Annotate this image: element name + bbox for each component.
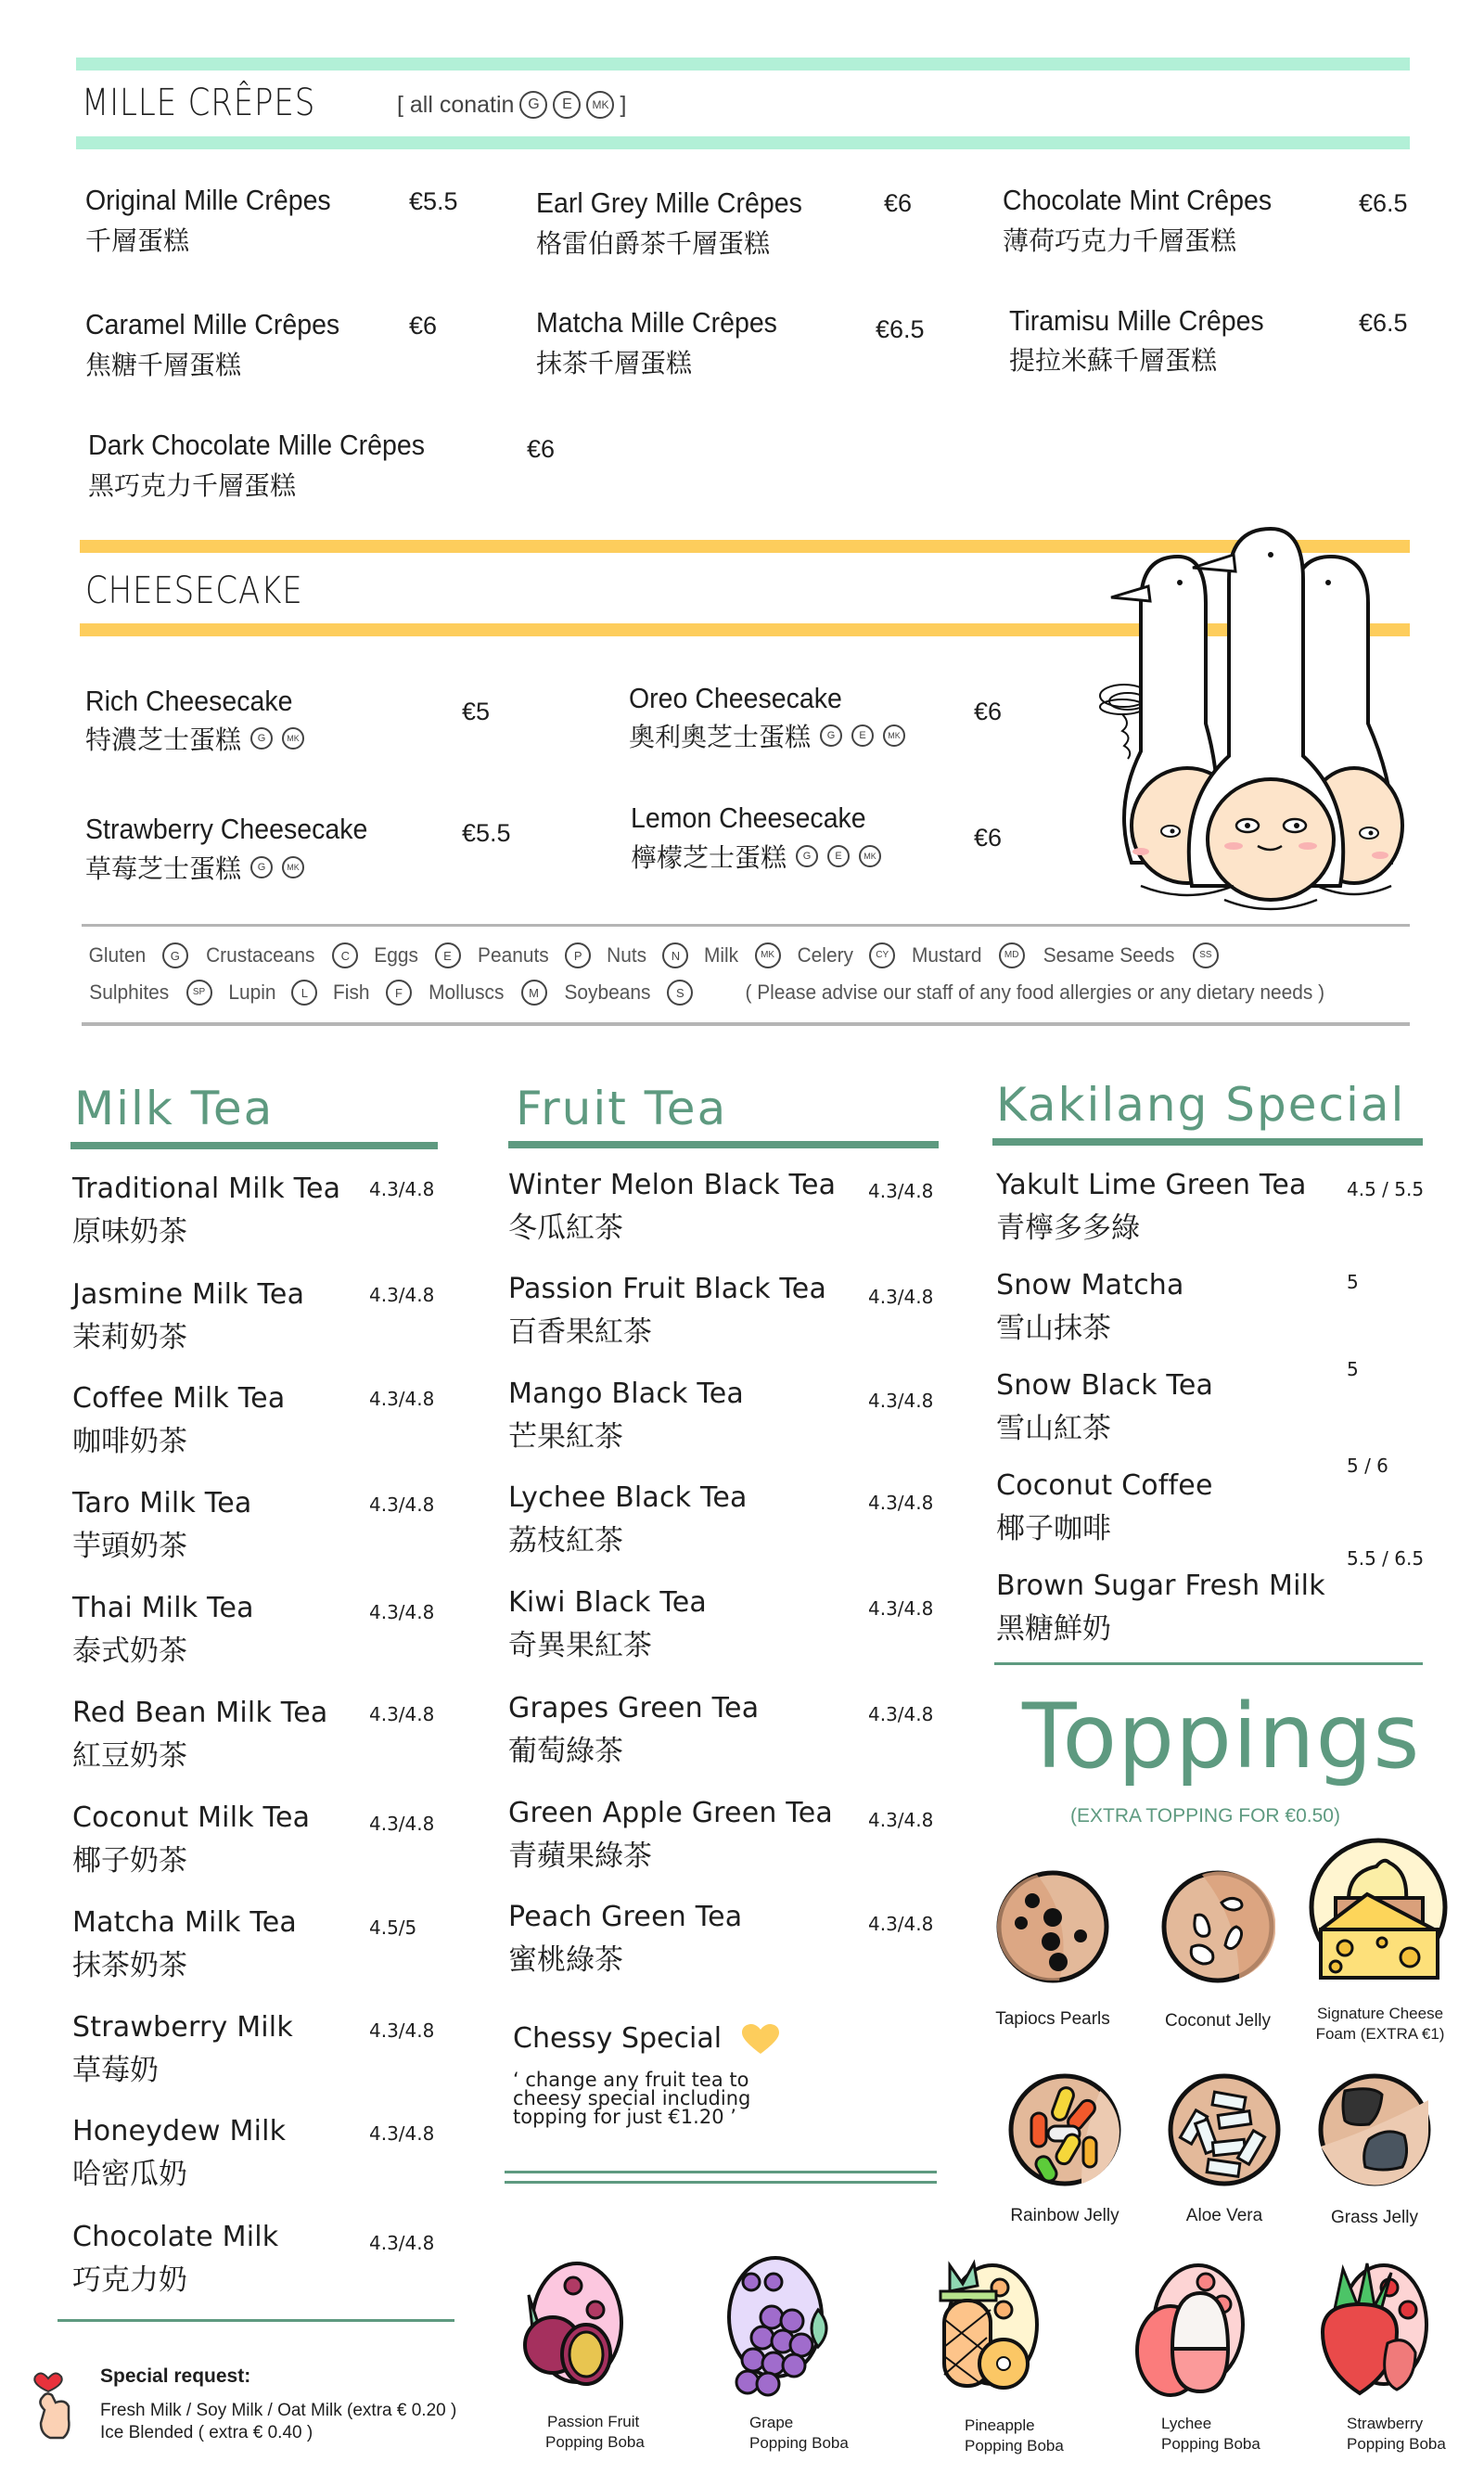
drink-name-zh: 冬瓜紅茶 <box>508 1211 623 1244</box>
drink-name-zh: 巧克力奶 <box>72 2263 187 2296</box>
kakilang-underline <box>992 1138 1423 1146</box>
contains-note <box>397 91 626 119</box>
drink-name-zh: 抹茶奶茶 <box>72 1949 187 1981</box>
item-price: €5 <box>462 698 491 725</box>
drink-name: Red Bean Milk Tea <box>72 1697 328 1729</box>
drink-name-zh: 草莓奶 <box>72 2054 159 2086</box>
item-price: €6 <box>527 435 556 463</box>
allergen-label: Lupin <box>227 981 276 1004</box>
drink-name: Chocolate Milk <box>72 2221 279 2253</box>
topping-label: Foam (EXTRA €1) <box>1315 2025 1445 2043</box>
drink-name-zh: 椰子奶茶 <box>72 1844 187 1877</box>
boba-label-line: Passion Fruit <box>547 2413 640 2430</box>
drink-price: 4.3/4.8 <box>369 1601 435 1623</box>
item-name-zh: 薄荷巧克力千層蛋糕 <box>1003 226 1237 255</box>
item-name: Matcha Mille Crêpes <box>536 306 777 339</box>
topping-label: Aloe Vera <box>1185 2206 1263 2225</box>
drink-price: 4.3/4.8 <box>369 1388 435 1410</box>
drink-name-zh: 青檸多多綠 <box>996 1211 1140 1244</box>
topping-label: Rainbow Jelly <box>1010 2206 1119 2225</box>
drink-price: 4.3/4.8 <box>369 1178 435 1200</box>
item-name-zh: 格雷伯爵茶千層蛋糕 <box>536 229 771 258</box>
drink-name: Brown Sugar Fresh Milk <box>996 1570 1325 1602</box>
drink-price: 4.3/4.8 <box>868 1913 934 1935</box>
boba-label-line: Popping Boba <box>1161 2435 1260 2453</box>
item-price: €6 <box>409 312 438 340</box>
drink-price: 4.3/4.8 <box>868 1286 934 1308</box>
drink-name-zh: 紅豆奶茶 <box>72 1739 187 1772</box>
chessy-special-description: ‘ change any fruit tea to cheesy special including topping for just €1.20 ’ <box>513 2069 751 2128</box>
drink-price: 4.5/5 <box>369 1916 417 1939</box>
allergen-gluten-icon: G <box>162 942 188 968</box>
allergen-molluscs-icon: M <box>521 980 547 1006</box>
drink-name: Lychee Black Tea <box>508 1481 748 1514</box>
drink-name: Traditional Milk Tea <box>72 1173 341 1205</box>
allergen-soybeans-icon: S <box>667 980 693 1006</box>
toppings-subtitle: (EXTRA TOPPING FOR €0.50) <box>1070 1805 1340 1827</box>
drink-name-zh: 百香果紅茶 <box>508 1315 652 1348</box>
allergen-sesame-icon: SS <box>1193 942 1219 968</box>
allergen-legend-row-1 <box>87 942 1219 968</box>
topping-label: Signature Cheese <box>1316 2005 1444 2022</box>
drink-price: 4.5 / 5.5 <box>1347 1178 1425 1200</box>
allergen-lupin-icon: L <box>291 980 317 1006</box>
drink-price: 4.3/4.8 <box>868 1492 934 1514</box>
allergen-label: Sulphites <box>89 981 170 1004</box>
allergen-bottom-divider <box>82 1022 1410 1026</box>
item-name: Lemon Cheesecake <box>631 801 866 834</box>
topping-label: Tapiocs Pearls <box>995 2009 1110 2029</box>
drink-price: 4.3/4.8 <box>868 1809 934 1831</box>
item-name: Tiramisu Mille Crêpes <box>1009 304 1264 337</box>
drink-name: Jasmine Milk Tea <box>72 1278 305 1311</box>
fruit-tea-underline <box>508 1141 939 1148</box>
item-name-zh <box>631 838 881 875</box>
item-name: Dark Chocolate Mille Crêpes <box>88 429 425 461</box>
drink-price: 4.3/4.8 <box>369 1813 435 1835</box>
boba-label-line: Popping Boba <box>749 2434 849 2452</box>
allergen-milk-icon: MK <box>282 856 304 878</box>
drink-name: Matcha Milk Tea <box>72 1906 297 1939</box>
lychee-icon[interactable] <box>1130 2256 1245 2404</box>
item-name-zh-text: 奧利奧芝士蛋糕 <box>629 723 812 751</box>
chessy-special-title: Chessy Special <box>513 2022 723 2055</box>
mille-crepes-top-bar <box>76 58 1410 71</box>
allergen-nuts-icon: N <box>662 942 688 968</box>
drink-price: 5 / 6 <box>1347 1455 1388 1477</box>
grape-icon[interactable] <box>725 2252 837 2401</box>
item-price: €5.5 <box>409 187 458 215</box>
allergen-label: Molluscs <box>429 981 505 1004</box>
allergen-crustaceans-icon: C <box>332 942 358 968</box>
item-price: €6.5 <box>876 315 925 343</box>
drink-price: 4.3/4.8 <box>369 2122 435 2145</box>
drink-name-zh: 咖啡奶茶 <box>72 1425 187 1457</box>
item-price: €6 <box>884 189 913 217</box>
drink-name-zh: 奇異果紅茶 <box>508 1629 652 1661</box>
item-price: €5.5 <box>462 819 511 847</box>
drink-price: 4.3/4.8 <box>369 2232 435 2254</box>
item-name: Strawberry Cheesecake <box>85 813 368 845</box>
allergen-sulphites-icon: SP <box>186 980 212 1006</box>
drink-name: Winter Melon Black Tea <box>508 1169 837 1201</box>
boba-label-line: Strawberry <box>1347 2415 1424 2432</box>
item-name: Caramel Mille Crêpes <box>85 308 340 340</box>
allergen-milk-icon: MK <box>883 724 905 747</box>
item-name-zh: 黑巧克力千層蛋糕 <box>88 471 297 500</box>
drink-name-zh: 茉莉奶茶 <box>72 1321 187 1353</box>
item-name: Rich Cheesecake <box>85 685 293 717</box>
allergen-label: Soybeans <box>563 981 650 1004</box>
kakilang-bottom-line <box>994 1662 1423 1665</box>
milk-tea-title: Milk Tea <box>74 1082 275 1135</box>
allergen-milk-icon: MK <box>586 91 614 119</box>
drink-price: 4.3/4.8 <box>868 1390 934 1412</box>
drink-name: Strawberry Milk <box>72 2011 293 2044</box>
item-name-zh <box>85 849 304 886</box>
allergen-legend-row-2 <box>87 980 1340 1006</box>
drink-name: Grapes Green Tea <box>508 1692 760 1724</box>
item-name: Earl Grey Mille Crêpes <box>536 186 802 219</box>
drink-price: 5 <box>1347 1358 1359 1380</box>
drink-name: Yakult Lime Green Tea <box>996 1169 1307 1201</box>
mille-crepes-bottom-bar <box>76 136 1410 149</box>
item-price: €6.5 <box>1359 309 1408 337</box>
drink-price: 4.3/4.8 <box>868 1703 934 1725</box>
allergen-note: ( Please advise our staff of any food allergies or any dietary needs ) <box>745 981 1325 1004</box>
boba-label-line: Pineapple <box>965 2416 1035 2434</box>
allergen-gluten-icon: G <box>250 856 273 878</box>
drink-price: 5 <box>1347 1271 1359 1293</box>
drink-name-zh: 哈密瓜奶 <box>72 2158 187 2190</box>
fruit-tea-bottom-line-2 <box>505 2181 937 2184</box>
item-name-zh-text: 草莓芝士蛋糕 <box>85 854 242 883</box>
drink-name: Kiwi Black Tea <box>508 1586 707 1619</box>
item-name-zh-text: 特濃芝士蛋糕 <box>85 725 242 754</box>
contains-suffix: ] <box>620 91 627 118</box>
drink-name-zh: 荔枝紅茶 <box>508 1524 623 1557</box>
allergen-gluten-icon: G <box>250 727 273 750</box>
item-name-zh: 千層蛋糕 <box>85 226 190 255</box>
mille-crepes-title: MILLE CRÊPES <box>82 82 316 124</box>
drink-price: 4.3/4.8 <box>369 1493 435 1516</box>
finger-heart-icon <box>33 2364 74 2440</box>
drink-name: Honeydew Milk <box>72 2115 287 2147</box>
item-price: €6 <box>974 824 1003 852</box>
allergen-label: Milk <box>704 943 739 967</box>
rainbow-jelly-icon[interactable] <box>1007 2072 1122 2187</box>
allergen-gluten-icon: G <box>796 845 818 867</box>
drink-name: Coconut Coffee <box>996 1469 1213 1502</box>
allergen-label: Celery <box>797 943 853 967</box>
passion-fruit-icon[interactable] <box>516 2258 627 2397</box>
fruit-tea-bottom-line-1 <box>505 2171 937 2173</box>
allergen-celery-icon: CY <box>869 942 895 968</box>
heart-icon <box>742 2024 779 2056</box>
drink-price: 5.5 / 6.5 <box>1347 1547 1425 1570</box>
pineapple-icon[interactable] <box>931 2254 1043 2403</box>
allergen-peanuts-icon: P <box>565 942 591 968</box>
kakilang-special-title: Kakilang Special <box>996 1078 1406 1132</box>
coconut-jelly-icon[interactable] <box>1160 1869 1275 1984</box>
allergen-milk-icon: MK <box>282 727 304 750</box>
boba-label-line: Popping Boba <box>545 2433 645 2451</box>
allergen-label: Sesame Seeds <box>1043 943 1175 967</box>
allergen-milk-icon: MK <box>755 942 781 968</box>
drink-name-zh: 原味奶茶 <box>72 1215 187 1248</box>
drink-price: 4.3/4.8 <box>868 1597 934 1620</box>
drink-name: Taro Milk Tea <box>72 1487 252 1519</box>
boba-label-line: Lychee <box>1161 2415 1212 2432</box>
item-name-zh <box>629 717 905 754</box>
grass-jelly-icon[interactable] <box>1317 2072 1432 2187</box>
special-request-line-1: Fresh Milk / Soy Milk / Oat Milk (extra € 0.20 ) <box>100 2401 457 2420</box>
allergen-label: Peanuts <box>477 943 549 967</box>
drink-price: 4.3/4.8 <box>369 1284 435 1306</box>
item-name-zh-text: 檸檬芝士蛋糕 <box>631 843 787 872</box>
special-request-title: Special request: <box>100 2365 251 2387</box>
drink-name: Green Apple Green Tea <box>508 1797 833 1829</box>
boba-label-line: Popping Boba <box>965 2437 1064 2455</box>
contains-prefix: [ all conatin <box>397 91 515 118</box>
allergen-eggs-icon: E <box>435 942 461 968</box>
topping-label: Grass Jelly <box>1331 2208 1418 2227</box>
item-name-zh <box>85 720 304 757</box>
drink-name-zh: 青蘋果綠茶 <box>508 1839 652 1872</box>
drink-name: Coffee Milk Tea <box>72 1382 286 1415</box>
cheese-foam-icon[interactable] <box>1308 1837 1449 1985</box>
item-name: Original Mille Crêpes <box>85 184 331 216</box>
special-request-line-2: Ice Blended ( extra € 0.40 ) <box>100 2423 313 2442</box>
drink-name: Snow Black Tea <box>996 1369 1214 1402</box>
item-price: €6.5 <box>1359 189 1408 217</box>
allergen-label: Crustaceans <box>205 943 315 967</box>
strawberry-icon[interactable] <box>1315 2250 1430 2403</box>
allergen-label: Mustard <box>912 943 982 967</box>
item-price: €6 <box>974 698 1003 725</box>
drink-name: Mango Black Tea <box>508 1378 744 1410</box>
allergen-milk-icon: MK <box>859 845 881 867</box>
allergen-label: Eggs <box>374 943 419 967</box>
allergen-top-divider <box>82 924 1410 927</box>
drink-name: Thai Milk Tea <box>72 1592 254 1624</box>
drink-price: 4.3/4.8 <box>369 2019 435 2042</box>
milk-tea-bottom-line <box>58 2319 454 2322</box>
allergen-fish-icon: F <box>386 980 412 1006</box>
drink-price: 4.3/4.8 <box>369 1703 435 1725</box>
item-name-zh: 焦糖千層蛋糕 <box>85 351 242 379</box>
item-name: Chocolate Mint Crêpes <box>1003 184 1273 216</box>
topping-label: Coconut Jelly <box>1164 2011 1272 2031</box>
drink-name: Peach Green Tea <box>508 1901 743 1933</box>
item-name: Oreo Cheesecake <box>629 682 842 714</box>
drink-name: Passion Fruit Black Tea <box>508 1273 827 1305</box>
cheesecake-title: CHEESECAKE <box>85 570 303 612</box>
drink-name: Coconut Milk Tea <box>72 1801 311 1834</box>
allergen-eggs-icon: E <box>553 91 581 119</box>
drink-name-zh: 葡萄綠茶 <box>508 1735 623 1767</box>
fruit-tea-title: Fruit Tea <box>516 1082 728 1135</box>
tapioca-pearls-icon[interactable] <box>995 1869 1110 1984</box>
allergen-gluten-icon: G <box>519 91 547 119</box>
drink-name: Snow Matcha <box>996 1269 1184 1301</box>
toppings-title: Toppings <box>1022 1685 1421 1788</box>
drink-name-zh: 芒果紅茶 <box>508 1420 623 1453</box>
drink-name-zh: 椰子咖啡 <box>996 1512 1111 1545</box>
drink-name-zh: 黑糖鮮奶 <box>996 1612 1111 1645</box>
allergen-eggs-icon: E <box>851 724 874 747</box>
drink-price: 4.3/4.8 <box>868 1180 934 1202</box>
item-name-zh: 提拉米蘇千層蛋糕 <box>1009 346 1218 375</box>
boba-label-line: Grape <box>749 2414 794 2431</box>
drink-name-zh: 雪山紅茶 <box>996 1412 1111 1444</box>
allergen-gluten-icon: G <box>820 724 842 747</box>
allergen-mustard-icon: MD <box>999 942 1025 968</box>
aloe-vera-icon[interactable] <box>1167 2072 1282 2187</box>
item-name-zh: 抹茶千層蛋糕 <box>536 349 693 378</box>
boba-label-line: Popping Boba <box>1347 2435 1446 2453</box>
drink-name-zh: 泰式奶茶 <box>72 1634 187 1667</box>
drink-name-zh: 芋頭奶茶 <box>72 1530 187 1562</box>
allergen-label: Gluten <box>88 943 147 967</box>
drink-name-zh: 雪山抹茶 <box>996 1312 1111 1344</box>
drink-name-zh: 蜜桃綠茶 <box>508 1943 623 1976</box>
mascot-illustration-icon <box>1085 519 1419 928</box>
milk-tea-underline <box>70 1142 438 1149</box>
allergen-label: Fish <box>333 981 370 1004</box>
allergen-label: Nuts <box>607 943 647 967</box>
allergen-eggs-icon: E <box>827 845 850 867</box>
